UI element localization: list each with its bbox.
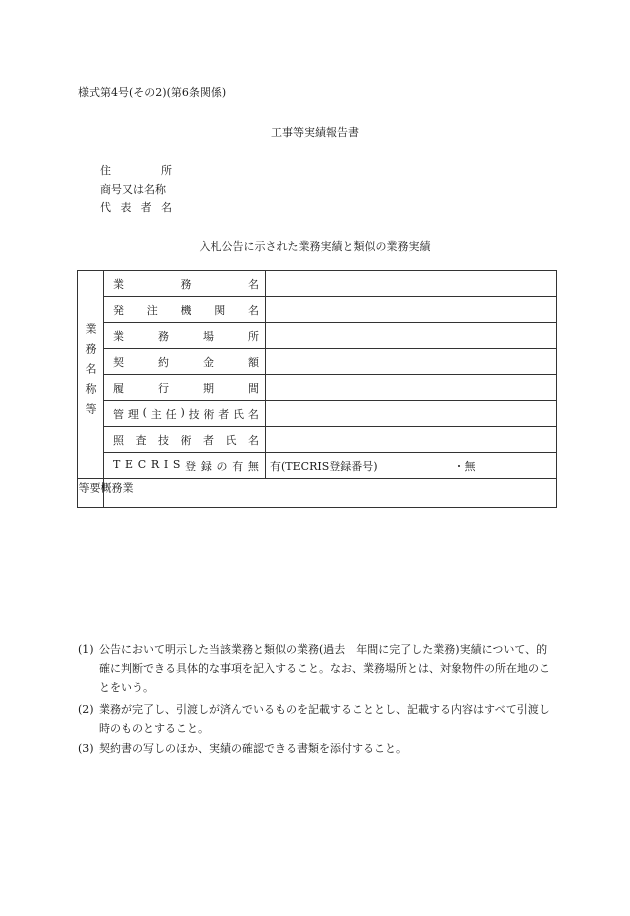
note-number: (1) bbox=[78, 643, 94, 656]
row-label-char: 発 bbox=[113, 303, 124, 317]
representative-label-char: 名 bbox=[160, 201, 172, 214]
row-label-char: 照 bbox=[113, 433, 124, 447]
row-label-char: 者 bbox=[203, 433, 214, 447]
row-label-char: 名 bbox=[248, 277, 259, 291]
row-label-char: 約 bbox=[158, 355, 169, 369]
section-title: 入札公告に示された業務実績と類似の業務実績 bbox=[199, 240, 431, 253]
row-label-char: 間 bbox=[248, 381, 259, 395]
business-location-field[interactable] bbox=[266, 323, 557, 349]
note-number: (2) bbox=[78, 703, 94, 716]
table-row bbox=[78, 349, 557, 375]
table-row bbox=[78, 297, 557, 323]
document-title: 工事等実績報告書 bbox=[271, 126, 359, 139]
business-summary-side-label: 業務概要等 bbox=[78, 479, 104, 508]
row-label-char: 期 bbox=[203, 381, 214, 395]
row-label-char: 注 bbox=[146, 303, 158, 317]
note-text: 業務が完了し、引渡しが済んでいるものを記載することとし、記載する内容はすべて引渡し時のものとすること。 bbox=[99, 703, 550, 735]
tecris-label-char: 有 bbox=[232, 459, 244, 473]
tecris-none-option[interactable]: ・無 bbox=[453, 459, 476, 473]
manager-engineer-name-field[interactable] bbox=[266, 401, 557, 427]
record-table bbox=[77, 270, 557, 508]
representative-label-char: 者 bbox=[140, 201, 152, 214]
row-label-char: 名 bbox=[248, 433, 259, 447]
table-row bbox=[78, 323, 557, 349]
row-label-char: 履 bbox=[113, 381, 124, 395]
row-label bbox=[104, 375, 266, 401]
tecris-label-char: I bbox=[163, 457, 169, 471]
row-label-char: 主 bbox=[150, 407, 162, 421]
tecris-label-char: 録 bbox=[200, 459, 212, 473]
address-label-char: 所 bbox=[161, 164, 172, 177]
tecris-label-char: S bbox=[172, 457, 181, 471]
tecris-registration-field[interactable] bbox=[266, 453, 557, 479]
row-label-char: 業 bbox=[113, 329, 124, 343]
row-label bbox=[104, 323, 266, 349]
note-item bbox=[78, 640, 558, 697]
note-text: 契約書の写しのほか、実績の確認できる書類を添付すること。 bbox=[99, 742, 407, 755]
table-row bbox=[78, 427, 557, 453]
row-label-char: 任 bbox=[165, 407, 177, 421]
representative-label bbox=[100, 199, 172, 215]
row-label-char: 名 bbox=[247, 407, 259, 421]
row-label-char: 査 bbox=[135, 433, 147, 447]
address-label bbox=[100, 162, 172, 178]
business-name-side-label: 業務名称等 bbox=[78, 271, 104, 479]
row-label-char: 場 bbox=[203, 329, 214, 343]
ordering-agency-field[interactable] bbox=[266, 297, 557, 323]
row-label bbox=[104, 401, 266, 427]
row-label-char: 者 bbox=[218, 407, 230, 421]
row-label-char: 行 bbox=[158, 381, 169, 395]
company-name-label bbox=[100, 181, 172, 197]
form-number: 様式第4号(その2)(第6条関係) bbox=[78, 86, 227, 99]
row-label-char: 氏 bbox=[225, 433, 237, 447]
row-label bbox=[104, 349, 266, 375]
company-name-label-text: 商号又は名称 bbox=[100, 183, 166, 196]
row-label-char: 管 bbox=[113, 407, 124, 421]
address-label-char: 住 bbox=[100, 164, 111, 177]
row-label-char: ) bbox=[180, 405, 185, 419]
business-name-field[interactable] bbox=[266, 271, 557, 297]
table-row bbox=[78, 375, 557, 401]
representative-label-char: 代 bbox=[100, 201, 111, 214]
verification-engineer-name-field[interactable] bbox=[266, 427, 557, 453]
row-label-char: 機 bbox=[180, 303, 192, 317]
row-label-char: 所 bbox=[248, 329, 259, 343]
contract-amount-field[interactable] bbox=[266, 349, 557, 375]
row-label-char: 技 bbox=[158, 433, 169, 447]
row-label-char: 業 bbox=[113, 277, 124, 291]
tecris-label bbox=[104, 453, 266, 479]
tecris-label-char: の bbox=[216, 459, 228, 473]
performance-period-field[interactable] bbox=[266, 375, 557, 401]
note-text: 公告において明示した当該業務と類似の業務(過去 年間に完了した業務)実績について、的確に判断できる具体的な事項を記入すること。なお、業務場所とは、対象物件の所在地のことをいう。 bbox=[99, 643, 550, 694]
row-label-char: 務 bbox=[158, 329, 169, 343]
table-row bbox=[78, 401, 557, 427]
note-number: (3) bbox=[78, 742, 94, 755]
row-label-char: 術 bbox=[180, 433, 192, 447]
row-label-char: 金 bbox=[203, 355, 214, 369]
tecris-label-char: 無 bbox=[247, 459, 259, 473]
row-label bbox=[104, 427, 266, 453]
row-label bbox=[104, 297, 266, 323]
row-label-char: 務 bbox=[180, 277, 192, 291]
tecris-label-char: T bbox=[113, 457, 121, 471]
table-row bbox=[78, 453, 557, 479]
row-label-char: 額 bbox=[248, 355, 259, 369]
tecris-label-char: 登 bbox=[185, 459, 197, 473]
row-label-char: ( bbox=[142, 405, 147, 419]
row-label-char: 契 bbox=[113, 355, 124, 369]
business-summary-field[interactable] bbox=[104, 479, 557, 508]
tecris-label-char: R bbox=[150, 457, 160, 471]
representative-label-char: 表 bbox=[120, 201, 132, 214]
tecris-label-char: C bbox=[137, 457, 147, 471]
row-label-char: 技 bbox=[188, 407, 200, 421]
table-row bbox=[78, 271, 557, 297]
tecris-registered-option[interactable]: 有(TECRIS登録番号) bbox=[270, 459, 378, 473]
row-label-char: 名 bbox=[248, 303, 259, 317]
note-item bbox=[78, 739, 558, 758]
row-label-char: 術 bbox=[203, 407, 215, 421]
row-label-char: 理 bbox=[127, 407, 139, 421]
tecris-label-char: E bbox=[125, 457, 134, 471]
row-label-char: 氏 bbox=[233, 407, 245, 421]
row-label bbox=[104, 271, 266, 297]
table-row bbox=[78, 479, 557, 508]
note-item bbox=[78, 700, 558, 738]
row-label-char: 関 bbox=[214, 303, 226, 317]
